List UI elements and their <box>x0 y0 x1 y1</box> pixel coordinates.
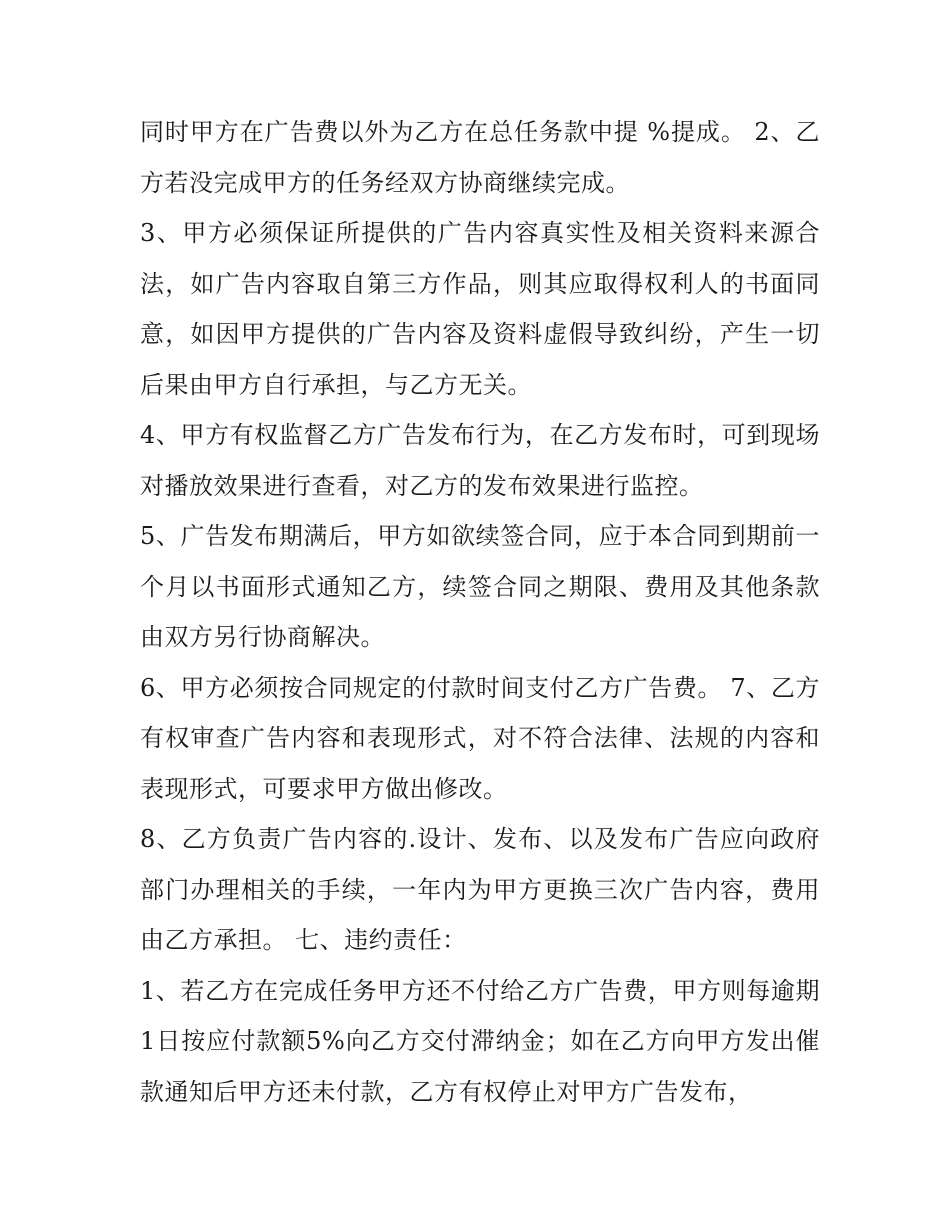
paragraph-clause-8: 8、乙方负责广告内容的.设计、发布、以及发布广告应向政府部门办理相关的手续，一年内为甲方更换三次广告内容，费用由乙方承担。 七、违约责任： <box>140 825 820 954</box>
paragraph-breach-clause-1: 1、若乙方在完成任务甲方还不付给乙方广告费，甲方则每逾期1日按应付款额5%向乙方交付滞纳金；如在乙方向甲方发出催款通知后甲方还未付款，乙方有权停止对甲方广告发布， <box>140 976 820 1106</box>
paragraph-clause-6-7: 6、甲方必须按合同规定的付款时间支付乙方广告费。 7、乙方有权审查广告内容和表现形式，对不符合法律、法规的内容和表现形式，可要求甲方做出修改。 <box>140 673 820 803</box>
paragraph-clause-4: 4、甲方有权监督乙方广告发布行为，在乙方发布时，可到现场对播放效果进行查看，对乙方的发布效果进行监控。 <box>140 421 820 500</box>
document-body <box>140 107 820 1117</box>
paragraph-commission: 同时甲方在广告费以外为乙方在总任务款中提 %提成。 2、乙方若没完成甲方的任务经双方协商继续完成。 <box>140 118 820 197</box>
paragraph-clause-3: 3、甲方必须保证所提供的广告内容真实性及相关资料来源合法，如广告内容取自第三方作品，则其应取得权利人的书面同意，如因甲方提供的广告内容及资料虚假导致纠纷，产生一切后果由甲方自行承担，与乙方无关。 <box>140 219 820 399</box>
paragraph-clause-5: 5、广告发布期满后，甲方如欲续签合同，应于本合同到期前一个月以书面形式通知乙方，续签合同之期限、费用及其他条款由双方另行协商解决。 <box>140 522 820 651</box>
